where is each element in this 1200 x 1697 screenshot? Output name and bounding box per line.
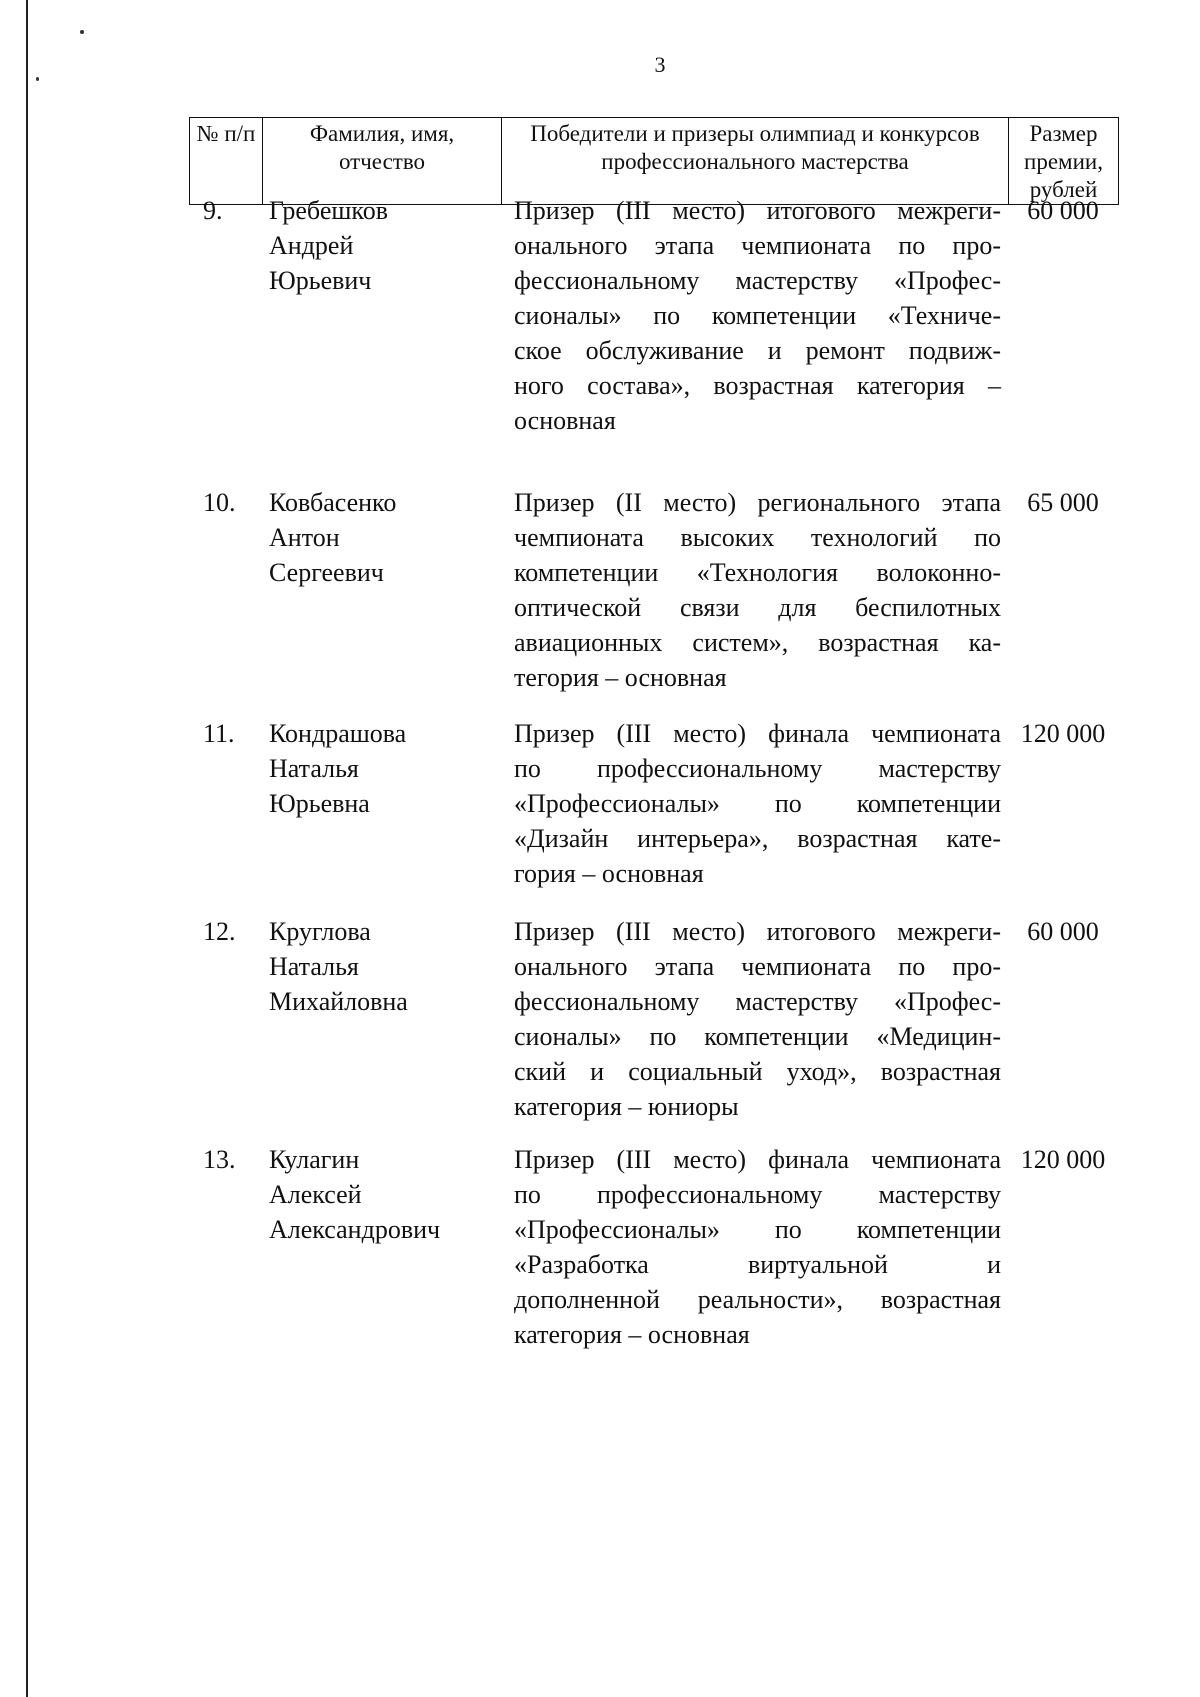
desc-line: тегория – основная xyxy=(514,663,727,692)
first-name: Наталья xyxy=(269,754,359,783)
desc-line: «Профессионалы» по компетенции xyxy=(514,1215,1001,1244)
desc-line: Призер (III место) финала чемпионата xyxy=(514,719,1001,748)
scan-speck xyxy=(80,30,84,34)
desc-line: авиационных систем», возрастная ка- xyxy=(514,628,1001,657)
surname: Гребешков xyxy=(269,196,388,225)
row-prize: 60 000 xyxy=(1027,917,1099,946)
desc-line: оптической связи для беспилотных xyxy=(514,593,1001,622)
desc-line: ское обслуживание и ремонт подвиж- xyxy=(514,336,1001,365)
first-name: Андрей xyxy=(269,231,354,260)
row-description xyxy=(514,716,1001,891)
row-description xyxy=(514,193,1001,438)
patronymic: Михайловна xyxy=(269,987,408,1016)
row-number: 10. xyxy=(203,488,236,517)
row-description xyxy=(514,914,1001,1124)
desc-line: ного состава», возрастная категория – xyxy=(514,371,1001,400)
row-number: 12. xyxy=(203,917,236,946)
row-number: 11. xyxy=(203,719,235,748)
row-number: 9. xyxy=(203,196,223,225)
first-name: Антон xyxy=(269,523,340,552)
patronymic: Сергеевич xyxy=(269,558,384,587)
desc-line: Призер (III место) итогового межреги- xyxy=(514,917,1001,946)
desc-line: чемпионата высоких технологий по xyxy=(514,523,1001,552)
desc-line: Призер (II место) регионального этапа xyxy=(514,488,1001,517)
table-header xyxy=(189,117,1119,205)
desc-line: фессиональному мастерству «Профес- xyxy=(514,266,1001,295)
page-number: 3 xyxy=(654,52,666,77)
surname: Круглова xyxy=(269,917,371,946)
desc-line: категория – основная xyxy=(514,1320,750,1349)
row-description xyxy=(514,485,1001,695)
desc-line: фессиональному мастерству «Профес- xyxy=(514,987,1001,1016)
header-prize: Размер премии, рублей xyxy=(1009,118,1119,205)
surname: Ковбасенко xyxy=(269,488,397,517)
row-description xyxy=(514,1142,1001,1352)
row-name xyxy=(269,914,489,1019)
patronymic: Александрович xyxy=(269,1215,441,1244)
row-name xyxy=(269,193,489,298)
desc-line: дополненной реальности», возрастная xyxy=(514,1285,1001,1314)
row-prize: 120 000 xyxy=(1020,719,1106,748)
patronymic: Юрьевич xyxy=(269,266,372,295)
row-prize: 120 000 xyxy=(1020,1145,1106,1174)
surname: Кулагин xyxy=(269,1145,360,1174)
desc-line: основная xyxy=(514,406,616,435)
row-prize: 65 000 xyxy=(1027,488,1099,517)
desc-line: сионалы» по компетенции «Медицин- xyxy=(514,1022,1001,1051)
desc-line: категория – юниоры xyxy=(514,1092,739,1121)
row-name xyxy=(269,1142,489,1247)
desc-line: «Профессионалы» по компетенции xyxy=(514,789,1001,818)
desc-line: по профессиональному мастерству xyxy=(514,754,1001,783)
desc-line: онального этапа чемпионата по про- xyxy=(514,231,1001,260)
first-name: Наталья xyxy=(269,952,359,981)
desc-line: «Дизайн интерьера», возрастная кате- xyxy=(514,824,1001,853)
desc-line: по профессиональному мастерству xyxy=(514,1180,1001,1209)
patronymic: Юрьевна xyxy=(269,789,370,818)
header-num: № п/п xyxy=(190,118,263,205)
row-name xyxy=(269,716,489,821)
header-description: Победители и призеры олимпиад и конкурсов профессионального мастерства xyxy=(502,118,1009,205)
row-prize: 60 000 xyxy=(1027,196,1099,225)
desc-line: «Разработка виртуальной и xyxy=(514,1250,1001,1279)
desc-line: компетенции «Технология волоконно- xyxy=(514,558,1001,587)
desc-line: ский и социальный уход», возрастная xyxy=(514,1057,1001,1086)
header-name: Фамилия, имя, отчество xyxy=(263,118,502,205)
row-number: 13. xyxy=(203,1145,236,1174)
desc-line: онального этапа чемпионата по про- xyxy=(514,952,1001,981)
scan-edge-line xyxy=(26,0,28,1697)
row-name xyxy=(269,485,489,590)
desc-line: сионалы» по компетенции «Техниче- xyxy=(514,301,1001,330)
desc-line: гория – основная xyxy=(514,859,704,888)
desc-line: Призер (III место) финала чемпионата xyxy=(514,1145,1001,1174)
desc-line: Призер (III место) итогового межреги- xyxy=(514,196,1001,225)
surname: Кондрашова xyxy=(269,719,407,748)
first-name: Алексей xyxy=(269,1180,362,1209)
